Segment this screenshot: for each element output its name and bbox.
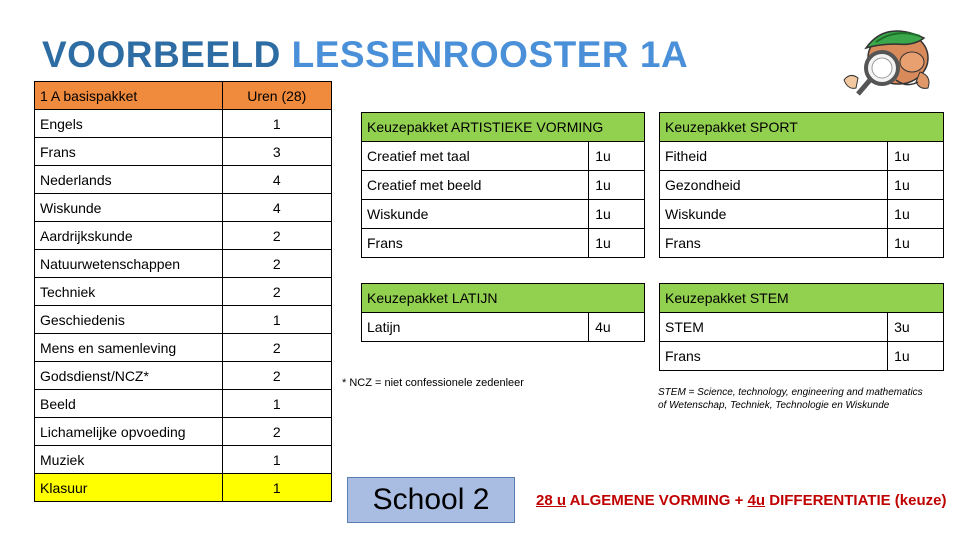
hours-cell: 1u xyxy=(589,200,645,229)
stem-footnote-line1: STEM = Science, technology, engineering and mathematics xyxy=(658,387,923,398)
table-row xyxy=(362,200,645,229)
basis-header-row xyxy=(35,82,332,110)
table-row xyxy=(35,194,332,222)
subject-cell: Geschiedenis xyxy=(35,306,223,334)
subject-cell: Frans xyxy=(660,342,888,371)
hours-cell: 1 xyxy=(222,110,331,138)
table-row xyxy=(35,306,332,334)
pakket-header-row xyxy=(362,113,645,142)
pakket-header: Keuzepakket STEM xyxy=(660,284,944,313)
table-row xyxy=(35,250,332,278)
subject-cell: Mens en samenleving xyxy=(35,334,223,362)
subject-cell: Engels xyxy=(35,110,223,138)
hours-cell: 1u xyxy=(589,142,645,171)
subject-cell: Creatief met beeld xyxy=(362,171,589,200)
hours-cell: 1u xyxy=(888,142,944,171)
table-row xyxy=(660,342,944,371)
sport-pakket-table xyxy=(659,112,944,258)
table-row xyxy=(35,110,332,138)
table-row xyxy=(35,390,332,418)
hours-cell: 2 xyxy=(222,362,331,390)
subject-cell: Techniek xyxy=(35,278,223,306)
table-row xyxy=(660,171,944,200)
pakket-header-row xyxy=(660,284,944,313)
hours-cell: 3u xyxy=(888,313,944,342)
table-row xyxy=(35,334,332,362)
table-row xyxy=(35,362,332,390)
artistiek-pakket-table xyxy=(361,112,645,258)
hours-cell: 2 xyxy=(222,278,331,306)
table-row xyxy=(362,229,645,258)
subject-cell: Latijn xyxy=(362,313,589,342)
table-row xyxy=(660,200,944,229)
table-row xyxy=(35,418,332,446)
latijn-pakket-table xyxy=(361,283,645,342)
summary-general-label: ALGEMENE VORMING + xyxy=(566,492,748,509)
hours-cell: 2 xyxy=(222,222,331,250)
subject-cell: Lichamelijke opvoeding xyxy=(35,418,223,446)
subject-cell: Creatief met taal xyxy=(362,142,589,171)
subject-cell: Wiskunde xyxy=(35,194,223,222)
school-label-box: School 2 xyxy=(347,477,515,523)
basis-header-hours: Uren (28) xyxy=(222,82,331,110)
subject-cell: Aardrijkskunde xyxy=(35,222,223,250)
hours-summary xyxy=(536,492,946,509)
subject-cell: Wiskunde xyxy=(362,200,589,229)
subject-cell: Frans xyxy=(660,229,888,258)
subject-cell: Klasuur xyxy=(35,474,223,502)
hours-cell: 1u xyxy=(888,200,944,229)
subject-cell: Frans xyxy=(362,229,589,258)
table-row xyxy=(660,313,944,342)
subject-cell: Natuurwetenschappen xyxy=(35,250,223,278)
hours-cell: 1 xyxy=(222,474,331,502)
stem-footnote xyxy=(658,386,923,412)
subject-cell: Beeld xyxy=(35,390,223,418)
klasuur-row xyxy=(35,474,332,502)
hours-cell: 1 xyxy=(222,446,331,474)
table-row xyxy=(35,222,332,250)
summary-diff-label: DIFFERENTIATIE (keuze) xyxy=(765,492,947,509)
table-row xyxy=(35,278,332,306)
subject-cell: STEM xyxy=(660,313,888,342)
summary-general-hours: 28 u xyxy=(536,492,567,509)
basis-header-label: 1 A basispakket xyxy=(35,82,223,110)
stem-footnote-line2: of Wetenschap, Techniek, Technologie en Wiskunde xyxy=(658,400,890,411)
title-part1: VOORBEELD xyxy=(42,34,281,75)
hours-cell: 4 xyxy=(222,166,331,194)
title-part2: LESSENROOSTER 1A xyxy=(291,34,689,75)
subject-cell: Wiskunde xyxy=(660,200,888,229)
hours-cell: 1 xyxy=(222,306,331,334)
subject-cell: Muziek xyxy=(35,446,223,474)
table-row xyxy=(660,229,944,258)
subject-cell: Fitheid xyxy=(660,142,888,171)
hours-cell: 1u xyxy=(888,342,944,371)
hours-cell: 2 xyxy=(222,334,331,362)
basis-table xyxy=(34,81,332,502)
pakket-header-row xyxy=(660,113,944,142)
ncz-footnote: * NCZ = niet confessionele zedenleer xyxy=(342,377,524,389)
subject-cell: Frans xyxy=(35,138,223,166)
table-row xyxy=(35,138,332,166)
hours-cell: 2 xyxy=(222,250,331,278)
table-row xyxy=(660,142,944,171)
page-title xyxy=(42,34,688,76)
pakket-header-row xyxy=(362,284,645,313)
hours-cell: 1u xyxy=(589,171,645,200)
table-row xyxy=(362,142,645,171)
hours-cell: 2 xyxy=(222,418,331,446)
pakket-header: Keuzepakket SPORT xyxy=(660,113,944,142)
hours-cell: 1u xyxy=(888,229,944,258)
stem-pakket-table xyxy=(659,283,944,371)
pakket-header: Keuzepakket LATIJN xyxy=(362,284,645,313)
hours-cell: 4u xyxy=(589,313,645,342)
hours-cell: 4 xyxy=(222,194,331,222)
hours-cell: 3 xyxy=(222,138,331,166)
pakket-header: Keuzepakket ARTISTIEKE VORMING xyxy=(362,113,645,142)
hours-cell: 1u xyxy=(888,171,944,200)
table-row xyxy=(362,313,645,342)
mascot-detective-illustration xyxy=(836,18,942,100)
subject-cell: Godsdienst/NCZ* xyxy=(35,362,223,390)
hours-cell: 1u xyxy=(589,229,645,258)
hours-cell: 1 xyxy=(222,390,331,418)
summary-diff-hours: 4u xyxy=(747,492,766,509)
subject-cell: Nederlands xyxy=(35,166,223,194)
subject-cell: Gezondheid xyxy=(660,171,888,200)
table-row xyxy=(35,166,332,194)
table-row xyxy=(35,446,332,474)
table-row xyxy=(362,171,645,200)
